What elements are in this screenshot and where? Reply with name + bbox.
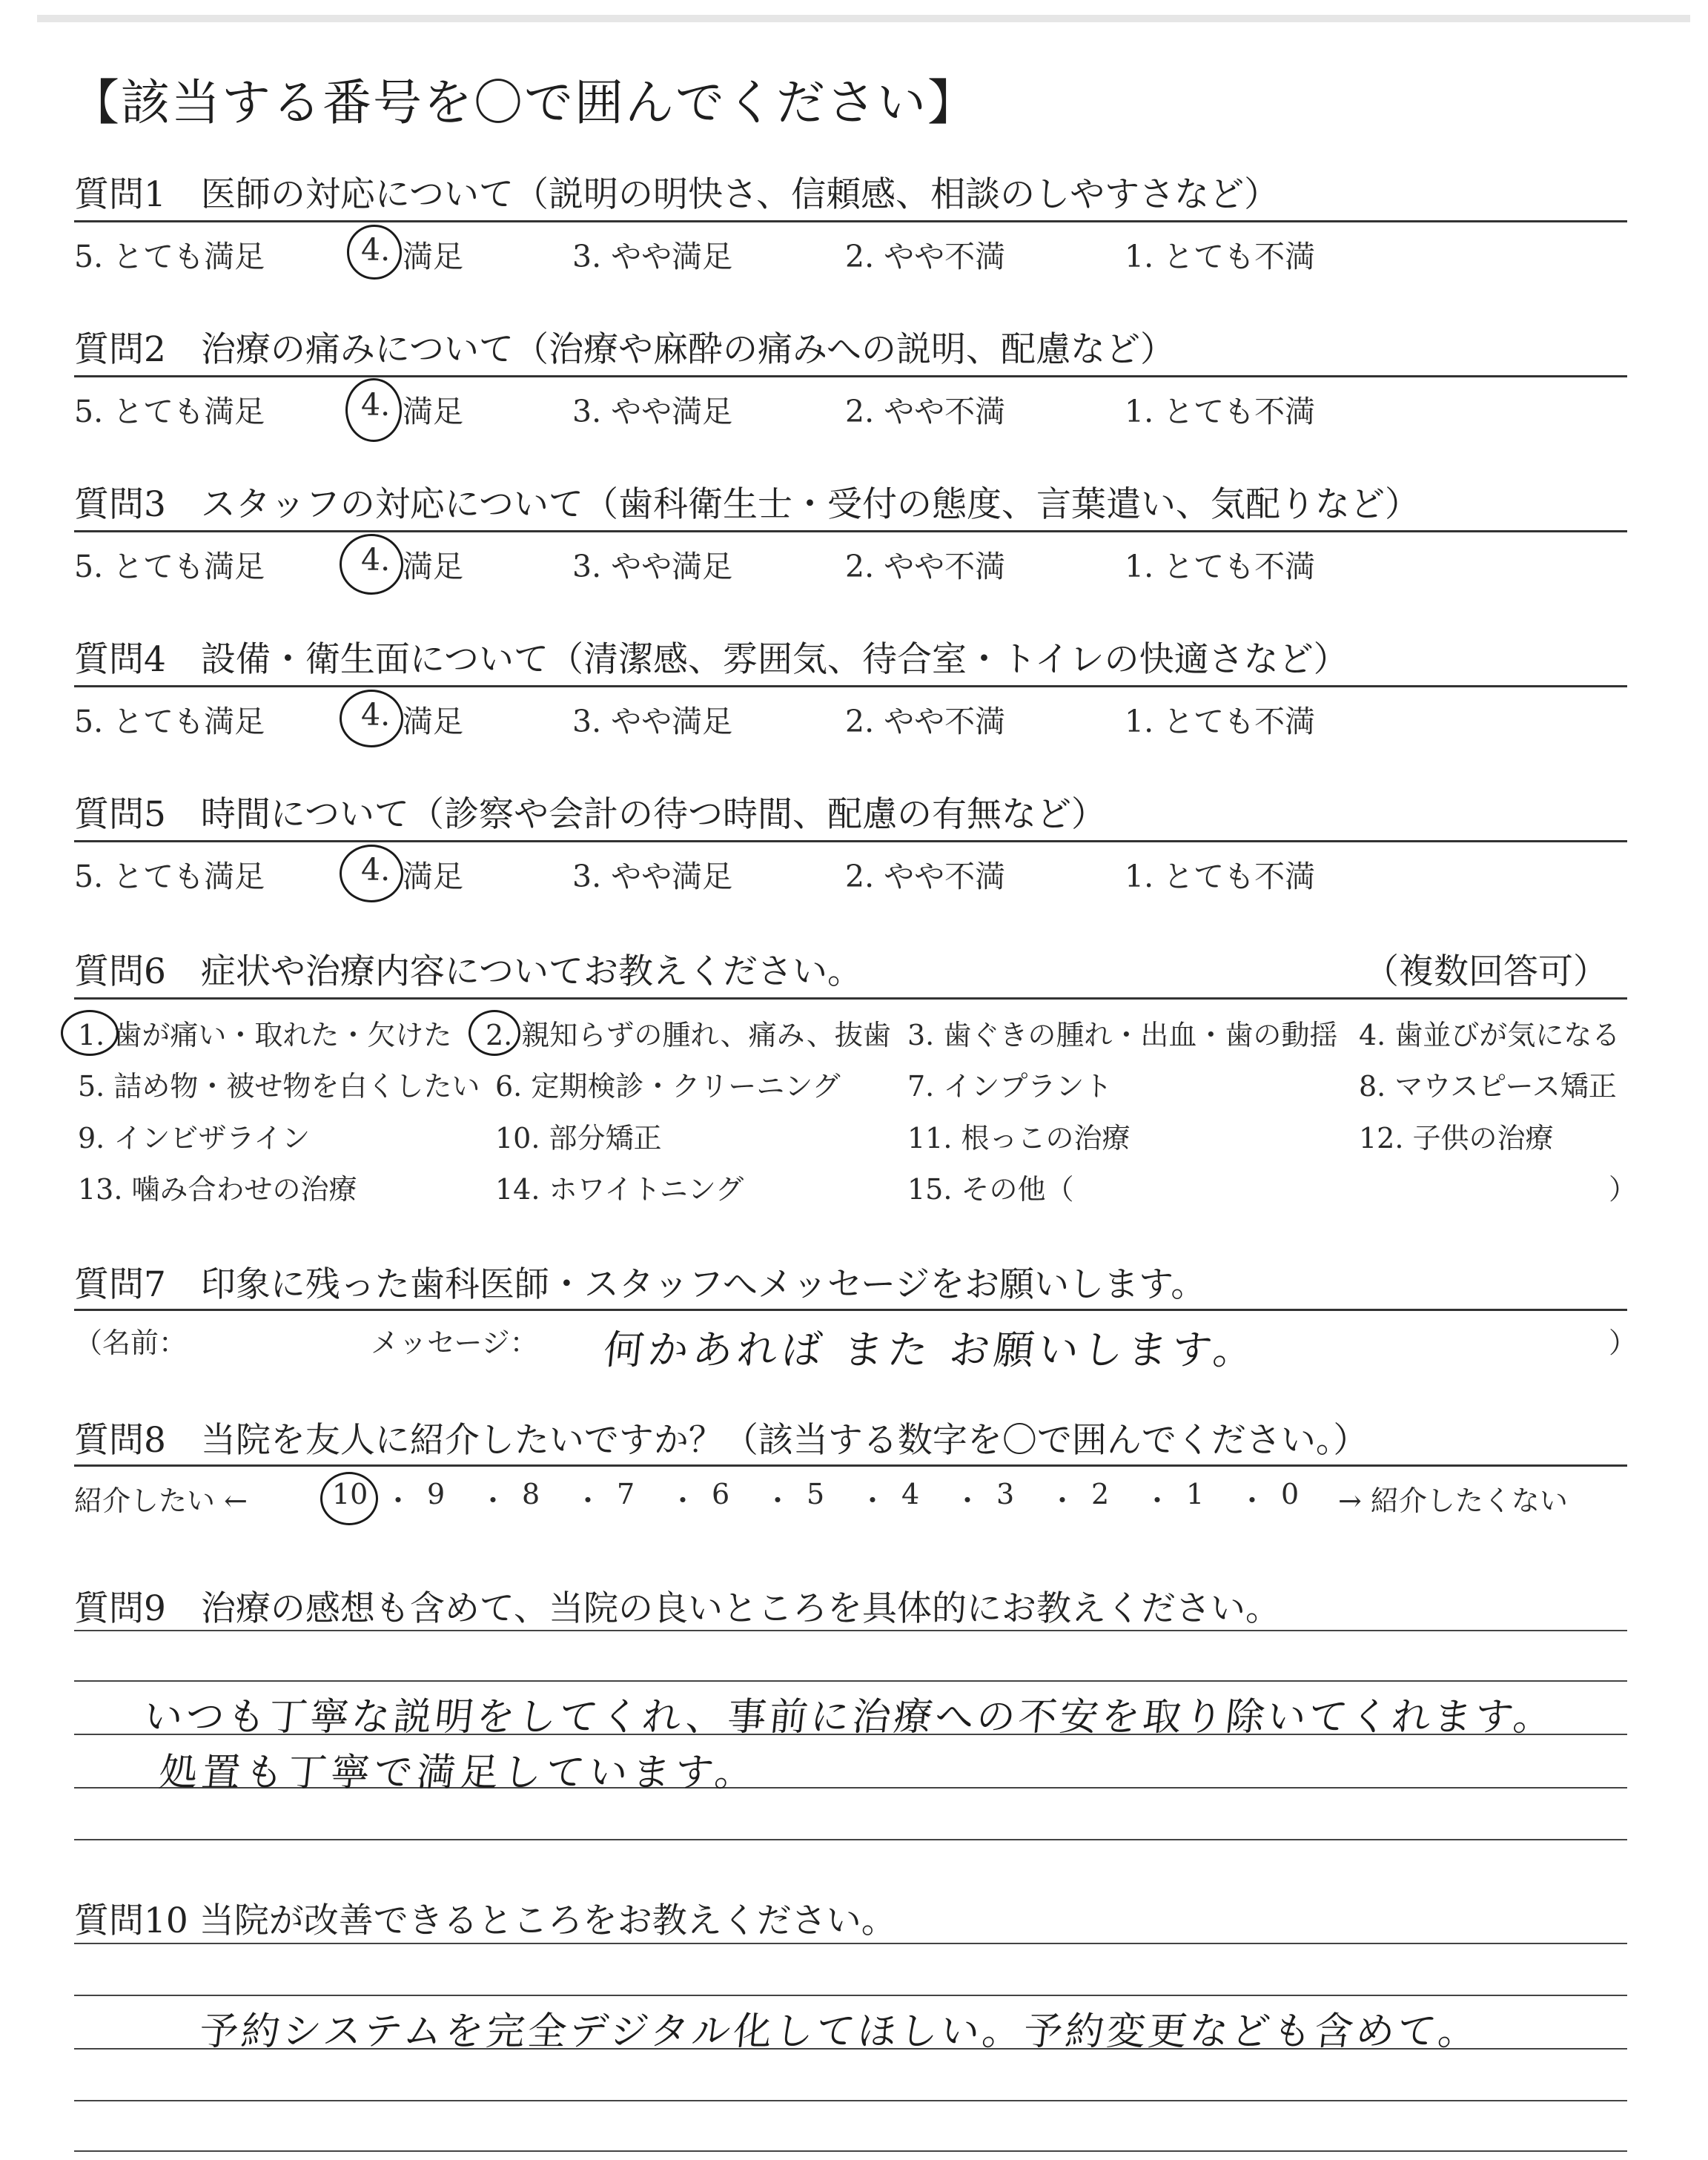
q6-item-14[interactable]: 14. ホワイトニング (495, 1173, 744, 1206)
q8-scale-6[interactable]: 6 (712, 1478, 730, 1510)
q1-selection-circle (347, 225, 402, 280)
q2-selection-circle (345, 378, 402, 442)
q2-option-1[interactable]: 1. とても不満 (1125, 394, 1316, 429)
q6-item-10[interactable]: 10. 部分矯正 (495, 1122, 662, 1155)
q3-option-2[interactable]: 2. やや不満 (845, 549, 1006, 584)
q3-option-4-label[interactable]: 満足 (403, 549, 463, 584)
q6-item-12[interactable]: 12. 子供の治療 (1359, 1122, 1554, 1155)
q4-option-4-number[interactable]: 4. (361, 697, 391, 733)
q8-scale-1[interactable]: 1 (1186, 1478, 1205, 1510)
q8-scale-10[interactable]: 10 (332, 1478, 368, 1510)
q3-option-3[interactable]: 3. やや満足 (572, 549, 733, 584)
q7-close-paren: ） (1609, 1327, 1638, 1359)
q9-title: 質問9 治療の感想も含めて、当院の良いところを具体的にお教えください。 (74, 1588, 1280, 1629)
q6-item-11[interactable]: 11. 根っこの治療 (907, 1122, 1131, 1155)
q9-line-2 (74, 1680, 1627, 1682)
q6-rule (74, 997, 1627, 1000)
q2-option-4-label[interactable]: 満足 (403, 394, 463, 429)
q6-title: 質問6 症状や治療内容についてお教えください。 (74, 951, 862, 992)
q10-line-4 (74, 2100, 1627, 2101)
q5-option-4-label[interactable]: 満足 (403, 859, 463, 894)
q2-option-4-number[interactable]: 4. (361, 387, 391, 423)
q6-item-15-close-paren: ） (1609, 1173, 1638, 1206)
q5-option-3[interactable]: 3. やや満足 (572, 859, 733, 894)
q3-option-1[interactable]: 1. とても不満 (1125, 549, 1316, 584)
q3-rule (74, 530, 1627, 532)
q1-option-3[interactable]: 3. やや満足 (572, 239, 733, 274)
page-heading: 【該当する番号を〇で囲んでください】 (70, 74, 978, 131)
q8-selection-circle (320, 1472, 378, 1525)
q2-title: 質問2 治療の痛みについて（治療や麻酔の痛みへの説明、配慮など） (74, 329, 1176, 370)
q6-item-1-circle (61, 1010, 119, 1056)
top-border (37, 15, 1690, 22)
q8-scale-4[interactable]: 4 (901, 1478, 920, 1510)
q7-handwritten-message: 何かあれば また お願いします。 (601, 1327, 1260, 1373)
q10-line-2 (74, 1995, 1627, 1996)
q6-item-2[interactable]: 2. 親知らずの腫れ、痛み、抜歯 (486, 1019, 891, 1051)
q3-selection-circle (340, 534, 403, 595)
q4-selection-circle (340, 690, 403, 747)
q6-multiple-note: （複数回答可） (1364, 951, 1608, 992)
q8-scale-separator: ・ (479, 1484, 508, 1517)
q5-title: 質問5 時間について（診察や会計の待つ時間、配慮の有無など） (74, 794, 1106, 835)
q2-option-2[interactable]: 2. やや不満 (845, 394, 1006, 429)
q3-option-4-number[interactable]: 4. (361, 542, 391, 578)
q6-item-15[interactable]: 15. その他（ (907, 1173, 1074, 1206)
q9-handwritten-line-2: 処置も丁寧で満足しています。 (156, 1751, 761, 1795)
q8-right-label: → 紹介したくない (1338, 1484, 1568, 1517)
q7-title: 質問7 印象に残った歯科医師・スタッフへメッセージをお願いします。 (74, 1264, 1206, 1305)
q4-option-4-label[interactable]: 満足 (403, 704, 463, 739)
q8-scale-3[interactable]: 3 (996, 1478, 1015, 1510)
q8-scale-separator: ・ (669, 1484, 698, 1517)
q8-scale-0[interactable]: 0 (1281, 1478, 1300, 1510)
q6-item-13[interactable]: 13. 噛み合わせの治療 (78, 1173, 357, 1206)
q2-option-3[interactable]: 3. やや満足 (572, 394, 733, 429)
q6-item-5[interactable]: 5. 詰め物・被せ物を白くしたい (78, 1070, 480, 1103)
q5-option-2[interactable]: 2. やや不満 (845, 859, 1006, 894)
q6-item-1[interactable]: 1. 歯が痛い・取れた・欠けた (78, 1019, 452, 1051)
q1-option-4-label[interactable]: 満足 (403, 239, 463, 274)
q7-rule (74, 1309, 1627, 1311)
q8-scale-separator: ・ (1238, 1484, 1267, 1517)
q4-option-3[interactable]: 3. やや満足 (572, 704, 733, 739)
q1-option-1[interactable]: 1. とても不満 (1125, 239, 1316, 274)
q8-scale-separator: ・ (1048, 1484, 1077, 1517)
q8-scale-separator: ・ (858, 1484, 887, 1517)
q2-rule (74, 375, 1627, 377)
q6-item-9[interactable]: 9. インビザライン (78, 1122, 311, 1155)
q8-scale-7[interactable]: 7 (617, 1478, 635, 1510)
q5-selection-circle (340, 845, 403, 902)
q9-handwritten-line-1: いつも丁寧な説明をしてくれ、事前に治療への不安を取り除いてくれます。 (142, 1695, 1558, 1740)
q8-scale-9[interactable]: 9 (427, 1478, 446, 1510)
q10-line-1 (74, 1943, 1627, 1944)
q1-option-4-number[interactable]: 4. (361, 232, 391, 268)
q4-rule (74, 685, 1627, 687)
q6-item-3[interactable]: 3. 歯ぐきの腫れ・出血・歯の動揺 (907, 1019, 1338, 1051)
q8-scale-separator: ・ (384, 1484, 413, 1517)
q4-option-1[interactable]: 1. とても不満 (1125, 704, 1316, 739)
q10-line-5 (74, 2150, 1627, 2152)
q2-option-5[interactable]: 5. とても満足 (74, 394, 265, 429)
q5-rule (74, 840, 1627, 842)
q6-item-4[interactable]: 4. 歯並びが気になる (1359, 1019, 1621, 1051)
q8-scale-2[interactable]: 2 (1091, 1478, 1110, 1510)
q10-title: 質問10 当院が改善できるところをお教えください。 (74, 1900, 896, 1941)
q8-title: 質問8 当院を友人に紹介したいですか？（該当する数字を〇で囲んでください。） (74, 1420, 1368, 1461)
q6-item-2-circle (469, 1010, 520, 1056)
q8-left-label: 紹介したい ← (74, 1484, 248, 1517)
q1-rule (74, 220, 1627, 222)
q4-option-5[interactable]: 5. とても満足 (74, 704, 265, 739)
q1-option-5[interactable]: 5. とても満足 (74, 239, 265, 274)
q7-message-label: メッセージ： (371, 1327, 538, 1359)
q6-item-7[interactable]: 7. インプラント (907, 1070, 1113, 1103)
q6-item-8[interactable]: 8. マウスピース矯正 (1359, 1070, 1617, 1103)
q4-option-2[interactable]: 2. やや不満 (845, 704, 1006, 739)
q5-option-1[interactable]: 1. とても不満 (1125, 859, 1316, 894)
q9-line-1 (74, 1630, 1627, 1631)
q3-option-5[interactable]: 5. とても満足 (74, 549, 265, 584)
q5-option-5[interactable]: 5. とても満足 (74, 859, 265, 894)
q3-title: 質問3 スタッフの対応について（歯科衛生士・受付の態度、言葉遣い、気配りなど） (74, 484, 1420, 525)
q5-option-4-number[interactable]: 4. (361, 852, 391, 888)
q4-title: 質問4 設備・衛生面について（清潔感、雰囲気、待合室・トイレの快適さなど） (74, 639, 1348, 680)
q1-option-2[interactable]: 2. やや不満 (845, 239, 1006, 274)
q10-handwritten-line-1: 予約システムを完全デジタル化してほしい。予約変更なども含めて。 (197, 2009, 1483, 2054)
q8-scale-8[interactable]: 8 (522, 1478, 540, 1510)
q8-scale-separator: ・ (574, 1484, 603, 1517)
q1-title: 質問1 医師の対応について（説明の明快さ、信頼感、相談のしやすさなど） (74, 174, 1280, 215)
q6-item-6[interactable]: 6. 定期検診・クリーニング (495, 1070, 841, 1103)
q8-rule (74, 1464, 1627, 1467)
q8-scale-5[interactable]: 5 (807, 1478, 825, 1510)
q9-line-5 (74, 1839, 1627, 1840)
q8-scale-separator: ・ (764, 1484, 792, 1517)
q8-scale-separator: ・ (953, 1484, 982, 1517)
q7-name-label: （名前： (74, 1327, 188, 1359)
q8-scale-separator: ・ (1143, 1484, 1172, 1517)
